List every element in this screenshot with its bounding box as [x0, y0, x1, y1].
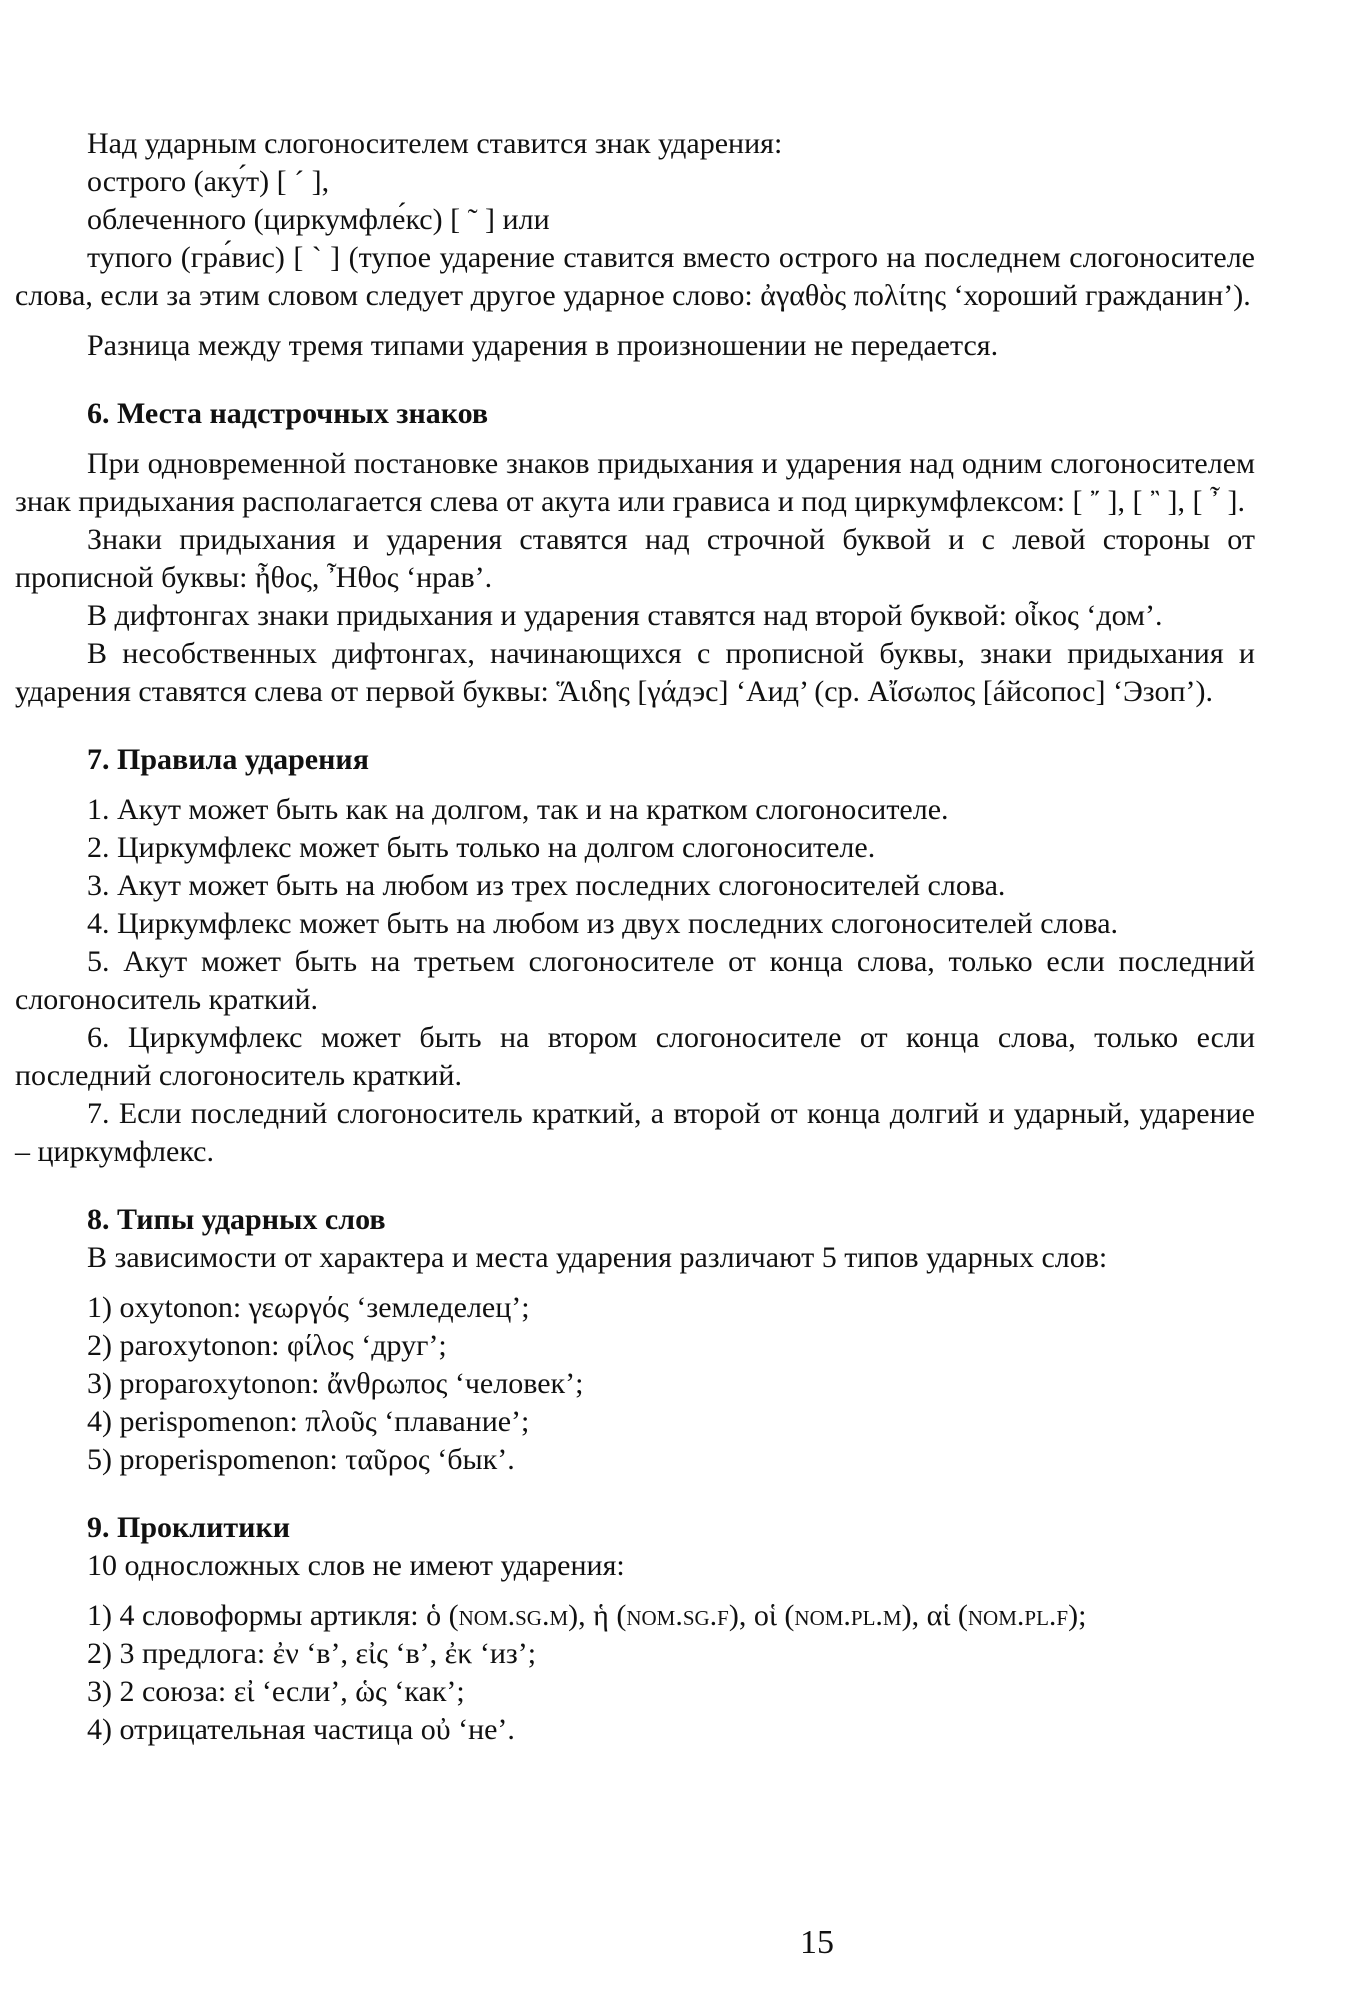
section-heading: 6. Места надстрочных знаков [87, 397, 489, 430]
list-item: 1) oxytonon: γεωργός ‘земледелец’; [87, 1291, 530, 1324]
list-item: 4) perispomenon: πλοῦς ‘плавание’; [87, 1405, 530, 1438]
text: ), αἱ ( [901, 1599, 968, 1632]
text: ), οἱ ( [728, 1599, 795, 1632]
gloss: nom.sg.f [626, 1599, 729, 1632]
section-diacritic-placement [15, 395, 1255, 711]
text: 1) 4 словоформы артикля: ὁ ( [87, 1599, 459, 1632]
rule-item: 3. Акут может быть на любом из трех последних слогоносителей слова. [87, 869, 1006, 902]
section-proclitics [15, 1509, 1255, 1749]
gloss: nom.pl.f [967, 1599, 1069, 1632]
list-item [15, 1597, 1255, 1635]
paragraph: острого (аку́т) [ ´ ], [87, 165, 330, 198]
rule-item: 5. Акут может быть на третьем слогоносителе от конца слова, только если последний слогоноситель краткий. [15, 945, 1255, 1016]
text: ); [1068, 1599, 1087, 1632]
paragraph: В несобственных дифтонгах, начинающихся с прописной буквы, знаки придыхания и ударения ставятся слева от первой буквы: Ἅιδης [γάдэс] ‘Аид’ (ср. Αἴσωπος [áйсопос] ‘Эзоп’). [15, 637, 1255, 708]
rule-item: 2. Циркумфлекс может быть только на долгом слогоносителе. [87, 831, 876, 864]
page-number: 15 [800, 1924, 834, 1961]
gloss: nom.pl.m [794, 1599, 902, 1632]
section-accent-rules [15, 741, 1255, 1171]
section-accented-word-types [15, 1201, 1255, 1479]
rule-item: 4. Циркумфлекс может быть на любом из двух последних слогоносителей слова. [87, 907, 1119, 940]
paragraph: тупого (гра́вис) [ ` ] (тупое ударение ставится вместо острого на последнем слогоносителе слова, если за этим словом следует другое ударное слово: ἀγαθὸς πολίτης ‘хороший гражданин’). [15, 241, 1255, 312]
section-heading: 9. Проклитики [87, 1511, 291, 1544]
rule-item: 7. Если последний слогоноситель краткий, а второй от конца долгий и ударный, ударение – циркумфлекс. [15, 1097, 1255, 1168]
list-item: 2) 3 предлога: ἐν ‘в’, εἰς ‘в’, ἐκ ‘из’; [87, 1637, 537, 1670]
rule-item: 1. Акут может быть как на долгом, так и на кратком слогоносителе. [87, 793, 949, 826]
paragraph: Над ударным слогоносителем ставится знак ударения: [87, 127, 783, 160]
paragraph: При одновременной постановке знаков придыхания и ударения над одним слогоносителем знак придыхания располагается слева от акута или грависа и под циркумфлексом: [ ῎ ], [ ῍ ], [ ῏ ]. [15, 447, 1255, 518]
paragraph: Знаки придыхания и ударения ставятся над строчной буквой и с левой стороны от прописной буквы: ἦθος, Ἦθος ‘нрав’. [15, 523, 1255, 594]
list-item: 5) properispomenon: ταῦρος ‘бык’. [87, 1443, 515, 1476]
list-item: 2) paroxytonon: φίλος ‘друг’; [87, 1329, 447, 1362]
gloss: nom.sg.m [458, 1599, 569, 1632]
section-heading: 8. Типы ударных слов [87, 1203, 386, 1236]
paragraph: В дифтонгах знаки придыхания и ударения ставятся над второй буквой: οἶκος ‘дом’. [87, 599, 1163, 632]
rule-item: 6. Циркумфлекс может быть на втором слогоносителе от конца слова, только если последний слогоноситель краткий. [15, 1021, 1255, 1092]
text: ), ἡ ( [568, 1599, 627, 1632]
page-content [15, 125, 1255, 1749]
paragraph: 10 односложных слов не имеют ударения: [87, 1549, 625, 1582]
paragraph: В зависимости от характера и места ударения различают 5 типов ударных слов: [87, 1241, 1108, 1274]
section-accent-marks [15, 125, 1255, 365]
list-item: 4) отрицательная частица οὐ ‘не’. [87, 1713, 515, 1746]
list-item: 3) 2 союза: εἰ ‘если’, ὡς ‘как’; [87, 1675, 465, 1708]
section-heading: 7. Правила ударения [87, 743, 369, 776]
paragraph: облеченного (циркумфле́кс) [ ˜ ] или [87, 203, 550, 236]
paragraph: Разница между тремя типами ударения в произношении не передается. [87, 329, 999, 362]
list-item: 3) proparoxytonon: ἄνθρωπος ‘человек’; [87, 1367, 584, 1400]
